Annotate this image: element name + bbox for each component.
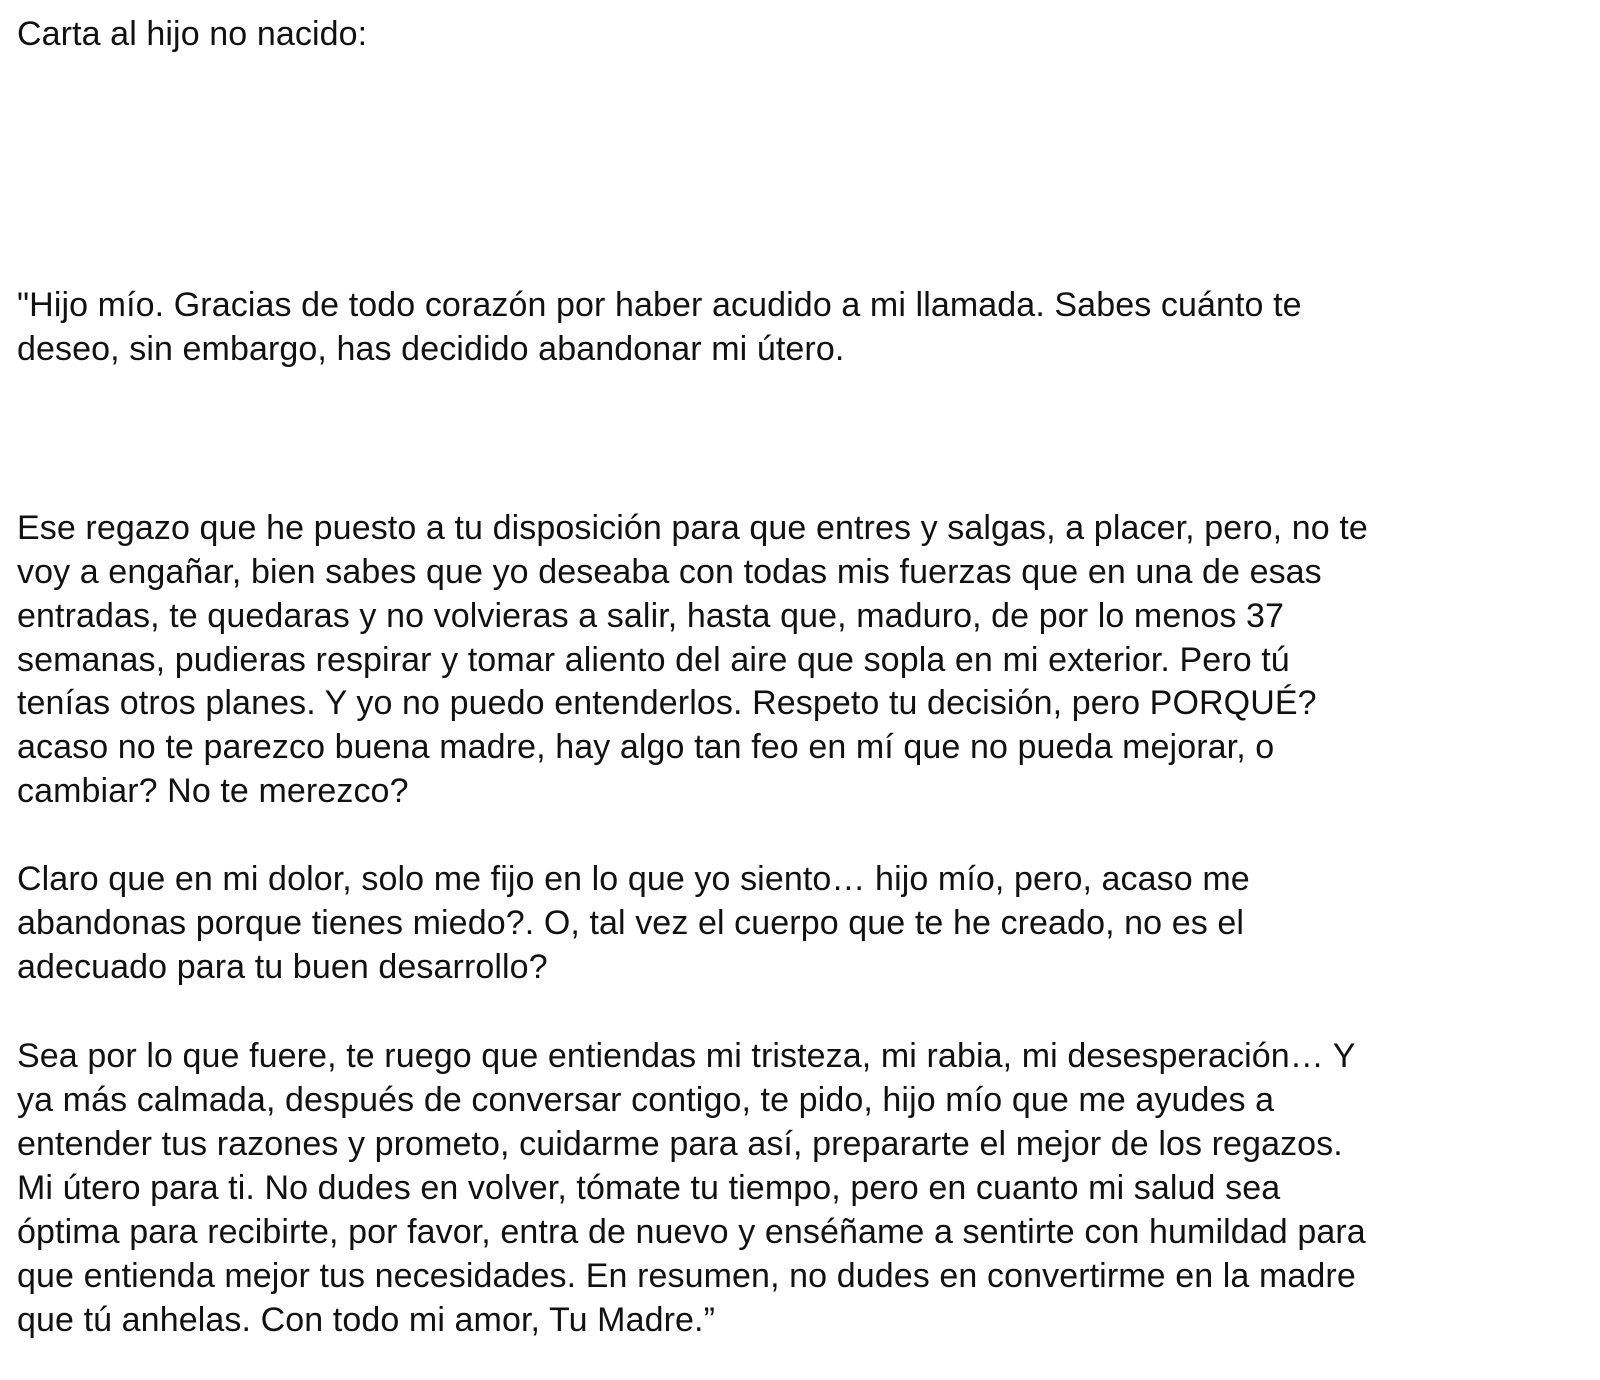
paragraph-2-line-6: acaso no te parezco buena madre, hay algo tan feo en mí que no pueda mejorar, o [17,728,1275,766]
paragraph-3-line-3: adecuado para tu buen desarrollo? [17,948,548,986]
paragraph-4-line-7: que tú anhelas. Con todo mi amor, Tu Madre.” [17,1301,715,1339]
paragraph-3-line-1: Claro que en mi dolor, solo me fijo en lo que yo siento… hijo mío, pero, acaso me [17,860,1250,898]
paragraph-4-line-2: ya más calmada, después de conversar contigo, te pido, hijo mío que me ayudes a [17,1081,1275,1119]
paragraph-4-line-6: que entienda mejor tus necesidades. En resumen, no dudes en convertirme en la madre [17,1257,1356,1295]
paragraph-4-line-5: óptima para recibirte, por favor, entra de nuevo y enséñame a sentirte con humildad para [17,1213,1366,1251]
document-title: Carta al hijo no nacido: [17,15,368,53]
paragraph-1-line-1: "Hijo mío. Gracias de todo corazón por haber acudido a mi llamada. Sabes cuánto te [17,286,1302,324]
paragraph-3-line-2: abandonas porque tienes miedo?. O, tal vez el cuerpo que te he creado, no es el [17,904,1245,942]
paragraph-4-line-3: entender tus razones y prometo, cuidarme para así, prepararte el mejor de los regazos. [17,1125,1343,1163]
paragraph-2-line-5: tenías otros planes. Y yo no puedo entenderlos. Respeto tu decisión, pero PORQUÉ? [17,684,1317,722]
paragraph-4-line-1: Sea por lo que fuere, te ruego que entiendas mi tristeza, mi rabia, mi desesperación… Y [17,1037,1356,1075]
paragraph-4-line-4: Mi útero para ti. No dudes en volver, tómate tu tiempo, pero en cuanto mi salud sea [17,1169,1281,1207]
paragraph-1-line-2: deseo, sin embargo, has decidido abandonar mi útero. [17,330,845,368]
paragraph-2-line-1: Ese regazo que he puesto a tu disposición para que entres y salgas, a placer, pero, no te [17,509,1368,547]
paragraph-2-line-2: voy a engañar, bien sabes que yo deseaba con todas mis fuerzas que en una de esas [17,553,1322,591]
paragraph-2-line-7: cambiar? No te merezco? [17,772,409,810]
paragraph-2-line-4: semanas, pudieras respirar y tomar aliento del aire que sopla en mi exterior. Pero tú [17,641,1290,679]
paragraph-2-line-3: entradas, te quedaras y no volvieras a salir, hasta que, maduro, de por lo menos 37 [17,597,1285,635]
